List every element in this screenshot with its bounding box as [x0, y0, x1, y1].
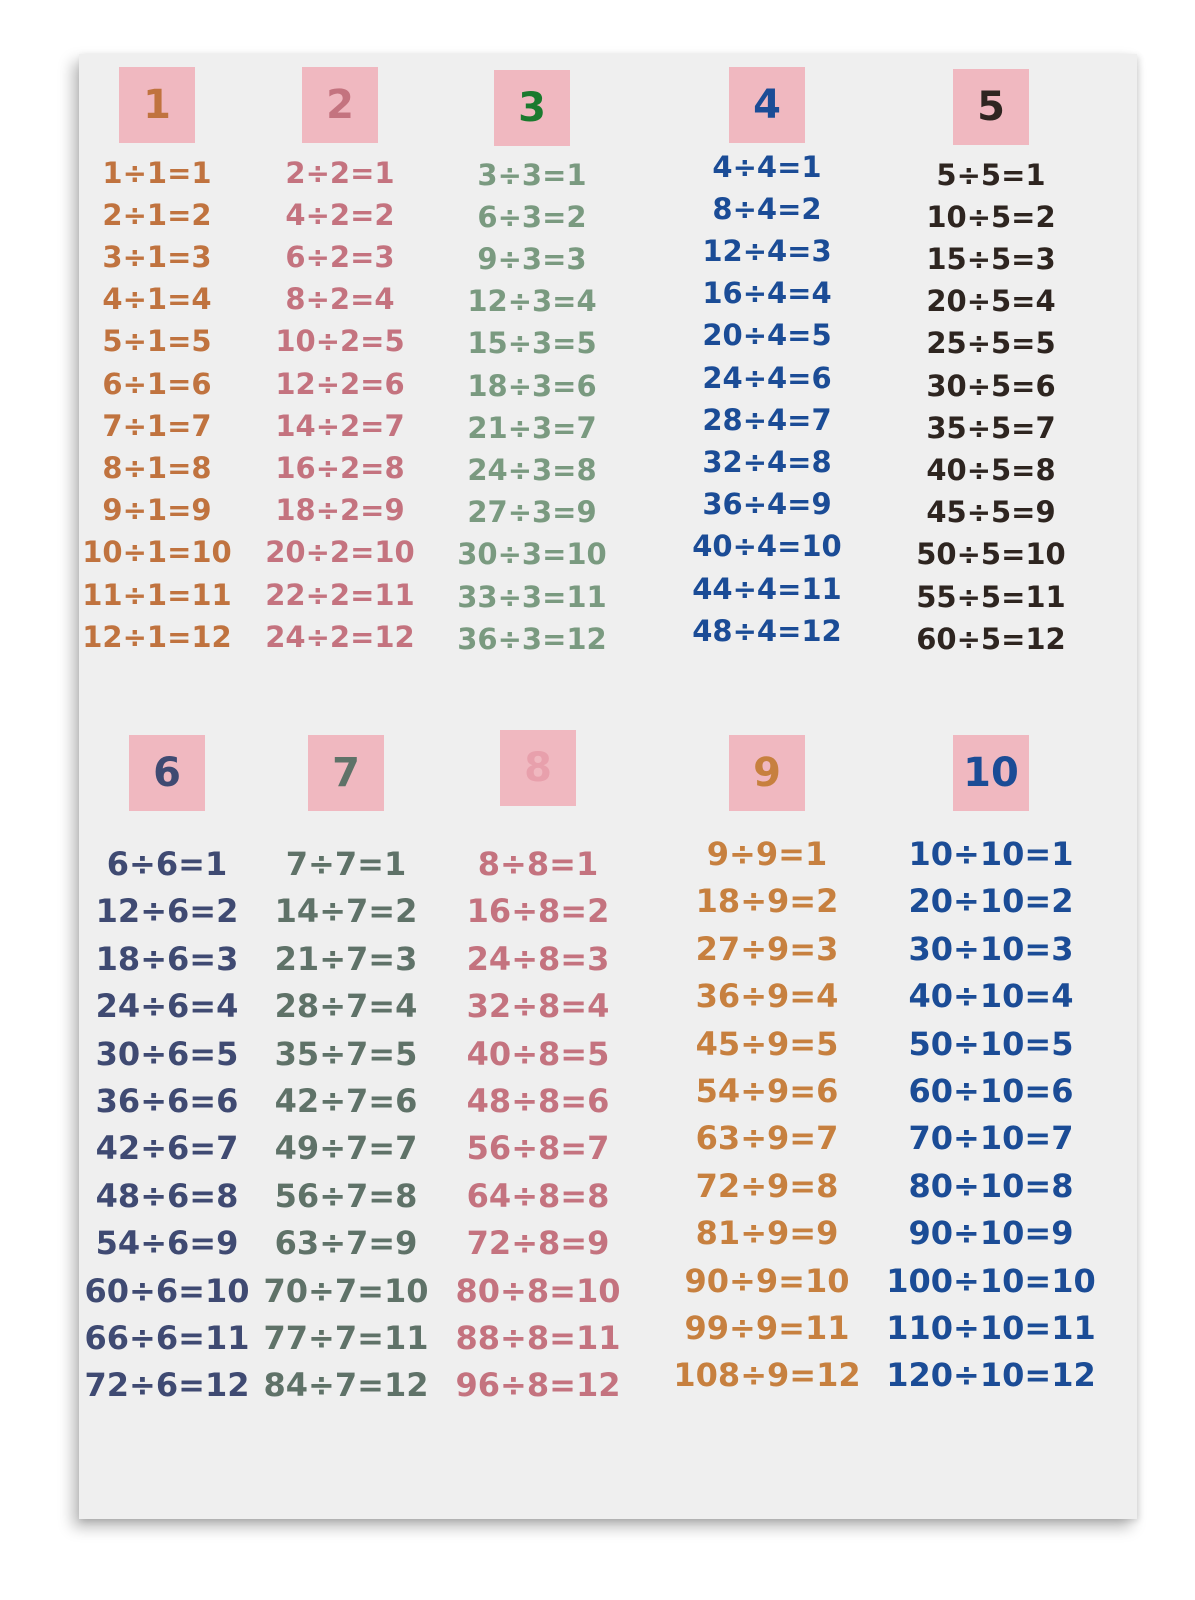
division-fact: 6÷1=6	[102, 366, 212, 401]
division-fact: 2÷2=1	[285, 155, 395, 190]
division-fact: 15÷3=5	[467, 326, 597, 361]
division-fact: 24÷8=3	[466, 939, 610, 978]
division-fact: 9÷9=1	[706, 835, 828, 873]
division-fact: 20÷10=2	[908, 882, 1074, 921]
division-fact: 36÷3=12	[457, 621, 607, 656]
division-fact: 21÷3=7	[467, 410, 597, 445]
division-fact: 20÷4=5	[702, 318, 832, 353]
division-fact: 55÷5=11	[916, 579, 1066, 614]
division-fact: 14÷2=7	[275, 408, 405, 443]
division-fact: 32÷4=8	[702, 444, 832, 479]
divisor-badge-10: 10	[953, 735, 1029, 811]
division-fact: 24÷4=6	[702, 360, 832, 395]
division-table-8	[428, 54, 648, 1519]
division-fact: 72÷9=8	[695, 1166, 839, 1205]
division-fact: 4÷4=1	[712, 149, 822, 184]
division-fact: 36÷9=4	[695, 977, 839, 1016]
division-fact: 30÷5=6	[926, 368, 1056, 403]
division-fact: 2÷1=2	[102, 197, 212, 232]
division-fact: 54÷6=9	[95, 1224, 239, 1263]
division-fact: 7÷1=7	[102, 408, 212, 443]
division-fact: 96÷8=12	[455, 1366, 621, 1405]
division-fact: 21÷7=3	[274, 939, 418, 978]
division-fact: 56÷8=7	[466, 1129, 610, 1168]
division-fact: 81÷9=9	[695, 1214, 839, 1253]
division-fact: 42÷6=7	[95, 1129, 239, 1168]
division-fact: 12÷1=12	[82, 619, 232, 654]
division-fact: 27÷3=9	[467, 495, 597, 530]
division-fact: 8÷4=2	[712, 191, 822, 226]
division-fact: 28÷4=7	[702, 402, 832, 437]
division-fact: 72÷8=9	[466, 1224, 610, 1263]
division-fact: 25÷5=5	[926, 326, 1056, 361]
divisor-badge-9: 9	[729, 735, 805, 811]
division-fact: 8÷1=8	[102, 450, 212, 485]
division-fact: 20÷5=4	[926, 284, 1056, 319]
division-fact: 24÷2=12	[265, 619, 415, 654]
division-fact: 90÷10=9	[908, 1214, 1074, 1253]
division-fact: 50÷5=10	[916, 537, 1066, 572]
division-fact: 108÷9=12	[673, 1356, 861, 1395]
division-fact: 6÷6=1	[106, 845, 228, 883]
division-fact: 5÷5=1	[936, 157, 1046, 192]
division-fact: 6÷3=2	[477, 199, 587, 234]
division-fact: 44÷4=11	[692, 571, 842, 606]
division-fact: 18÷2=9	[275, 493, 405, 528]
division-fact: 110÷10=11	[886, 1309, 1096, 1347]
division-fact: 40÷8=5	[466, 1034, 610, 1073]
division-fact: 64÷8=8	[466, 1176, 610, 1215]
division-fact: 10÷1=10	[82, 535, 232, 570]
division-fact: 60÷6=10	[84, 1271, 250, 1310]
division-fact: 48÷4=12	[692, 613, 842, 648]
divisor-badge-4: 4	[729, 67, 805, 143]
divisor-badge-8: 8	[500, 730, 576, 806]
division-table-9	[657, 54, 877, 1519]
divisor-badge-2: 2	[302, 67, 378, 143]
division-fact: 63÷7=9	[274, 1224, 418, 1263]
division-fact: 20÷2=10	[265, 535, 415, 570]
division-fact: 4÷2=2	[285, 197, 395, 232]
division-fact: 35÷5=7	[926, 410, 1056, 445]
division-fact: 3÷3=1	[477, 157, 587, 192]
division-fact: 40÷5=8	[926, 452, 1056, 487]
division-fact: 30÷10=3	[908, 929, 1074, 968]
division-fact: 16÷4=4	[702, 276, 832, 311]
division-fact: 54÷9=6	[695, 1072, 839, 1110]
division-fact: 48÷8=6	[466, 1082, 610, 1120]
division-fact: 16÷2=8	[275, 450, 405, 485]
division-fact: 66÷6=11	[84, 1319, 250, 1357]
division-fact: 60÷10=6	[908, 1072, 1074, 1110]
division-fact: 10÷2=5	[275, 324, 405, 359]
division-fact: 36÷4=9	[702, 487, 832, 522]
division-fact: 32÷8=4	[466, 987, 610, 1026]
division-fact: 7÷7=1	[285, 845, 407, 883]
division-fact: 8÷8=1	[477, 845, 599, 883]
divisor-badge-7: 7	[308, 735, 384, 811]
division-fact: 12÷4=3	[702, 233, 832, 268]
division-fact: 80÷8=10	[455, 1271, 621, 1310]
division-fact: 40÷10=4	[908, 977, 1074, 1016]
division-fact: 48÷6=8	[95, 1176, 239, 1215]
division-fact: 12÷2=6	[275, 366, 405, 401]
division-fact: 4÷1=4	[102, 282, 212, 317]
division-fact: 3÷1=3	[102, 239, 212, 274]
division-fact: 60÷5=12	[916, 621, 1066, 656]
divisor-badge-6: 6	[129, 735, 205, 811]
division-fact: 30÷3=10	[457, 537, 607, 572]
division-fact: 33÷3=11	[457, 579, 607, 614]
division-fact: 70÷10=7	[908, 1119, 1074, 1158]
division-fact: 18÷9=2	[695, 882, 839, 921]
division-chart-poster	[79, 54, 1137, 1519]
division-fact: 15÷5=3	[926, 241, 1056, 276]
division-fact: 9÷1=9	[102, 493, 212, 528]
division-fact: 120÷10=12	[886, 1356, 1096, 1395]
division-fact: 30÷6=5	[95, 1034, 239, 1073]
divisor-badge-3: 3	[494, 70, 570, 146]
division-fact: 28÷7=4	[274, 987, 418, 1026]
division-fact: 40÷4=10	[692, 529, 842, 564]
division-fact: 88÷8=11	[455, 1319, 621, 1357]
division-fact: 24÷6=4	[95, 987, 239, 1026]
division-fact: 18÷6=3	[95, 939, 239, 978]
division-fact: 10÷5=2	[926, 199, 1056, 234]
division-fact: 84÷7=12	[263, 1366, 429, 1405]
division-fact: 9÷3=3	[477, 241, 587, 276]
division-fact: 11÷1=11	[82, 577, 232, 612]
division-fact: 100÷10=10	[886, 1261, 1096, 1300]
division-table-7	[236, 54, 456, 1519]
division-fact: 36÷6=6	[95, 1082, 239, 1120]
division-fact: 35÷7=5	[274, 1034, 418, 1073]
division-fact: 49÷7=7	[274, 1129, 418, 1168]
division-fact: 45÷5=9	[926, 495, 1056, 530]
division-fact: 6÷2=3	[285, 239, 395, 274]
division-table-10	[881, 54, 1101, 1519]
division-fact: 16÷8=2	[466, 892, 610, 931]
division-fact: 8÷2=4	[285, 282, 395, 317]
division-fact: 45÷9=5	[695, 1024, 839, 1063]
division-fact: 5÷1=5	[102, 324, 212, 359]
division-fact: 42÷7=6	[274, 1082, 418, 1120]
division-fact: 90÷9=10	[684, 1261, 850, 1300]
division-fact: 12÷3=4	[467, 284, 597, 319]
division-fact: 1÷1=1	[102, 155, 212, 190]
divisor-badge-1: 1	[119, 67, 195, 143]
division-fact: 50÷10=5	[908, 1024, 1074, 1063]
division-fact: 63÷9=7	[695, 1119, 839, 1158]
division-fact: 10÷10=1	[908, 835, 1074, 873]
division-fact: 70÷7=10	[263, 1271, 429, 1310]
division-fact: 77÷7=11	[263, 1319, 429, 1357]
divisor-badge-5: 5	[953, 69, 1029, 145]
division-fact: 56÷7=8	[274, 1176, 418, 1215]
division-fact: 22÷2=11	[265, 577, 415, 612]
division-fact: 18÷3=6	[467, 368, 597, 403]
division-fact: 99÷9=11	[684, 1309, 850, 1347]
division-fact: 72÷6=12	[84, 1366, 250, 1405]
division-fact: 12÷6=2	[95, 892, 239, 931]
division-fact: 24÷3=8	[467, 452, 597, 487]
division-fact: 80÷10=8	[908, 1166, 1074, 1205]
division-fact: 27÷9=3	[695, 929, 839, 968]
division-fact: 14÷7=2	[274, 892, 418, 931]
